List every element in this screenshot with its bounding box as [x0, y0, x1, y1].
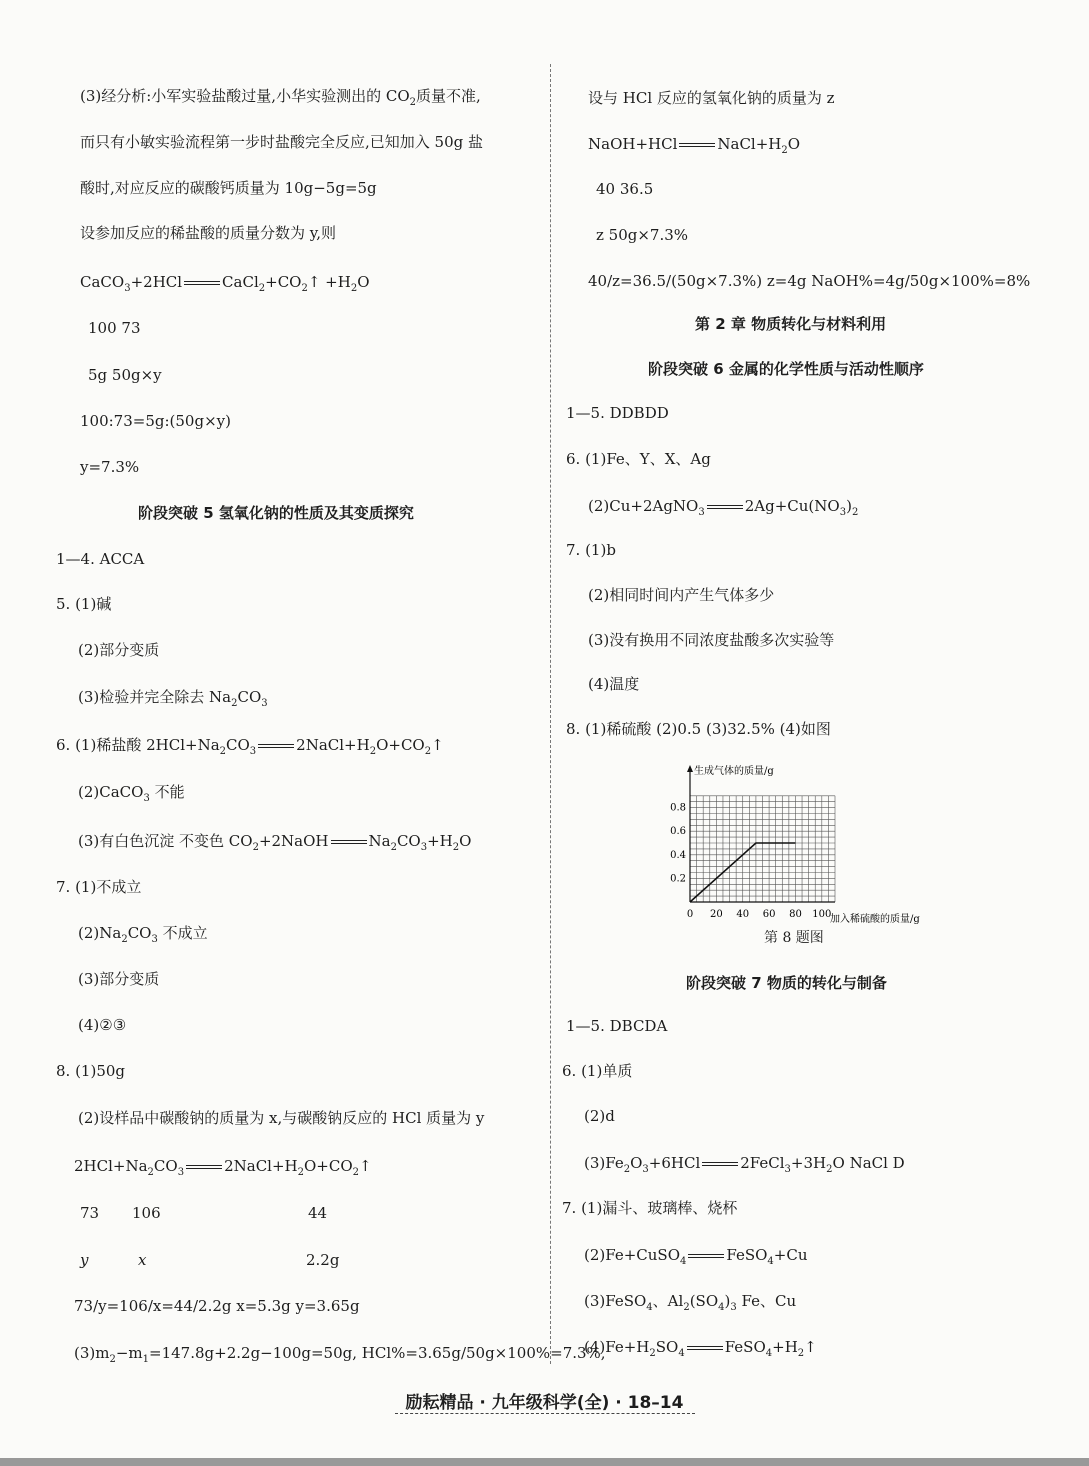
- answer-7-3: (3)部分变质: [78, 970, 160, 988]
- x-tick-label: 0: [686, 909, 694, 920]
- footer-rule: [395, 1413, 695, 1414]
- mass-44: 44: [308, 1204, 328, 1222]
- answer-r7-6-2: (2)d: [584, 1107, 615, 1125]
- var-y: y: [80, 1251, 89, 1269]
- answer-r7-7-3: (3)FeSO$_4$、$Al_2(SO_4)_3$ Fe、Cu: [584, 1292, 797, 1313]
- chart-y-label: 生成气体的质量/g: [694, 766, 774, 777]
- answer-8-4: 73/y=106/x=44/2.2g x=5.3g y=3.65g: [74, 1297, 360, 1315]
- y-tick-label: 0.4: [670, 849, 686, 861]
- x-tick-label: 40: [736, 909, 750, 920]
- equation-caco3: CaCO$_3$+2HCl $CaCl_2+CO_2↑ +H_2O$: [80, 273, 370, 294]
- equation-na2co3: $2HCl+Na_2CO_3$ $2NaCl+H_2O+CO_2↑$: [74, 1157, 372, 1178]
- answer-7-2: $(2)Na_2CO_3$ 不成立: [78, 924, 208, 945]
- page-bottom-bar: [0, 1458, 1089, 1466]
- ratio-row-3: 100:73=5g:(50g×y): [80, 412, 231, 430]
- answer-5-2: (2)部分变质: [78, 641, 160, 659]
- answer-8-1: 8. (1)50g: [56, 1062, 126, 1080]
- mass-73: 73: [80, 1204, 100, 1222]
- answer-8-5: $(3)m_2-m_1=147.8g+2.2g-100g=50g$, HCl%=3.65g/50g×100%=7.3%,: [74, 1344, 606, 1365]
- chart-x-label: 加入稀硫酸的质量/g: [830, 914, 920, 925]
- answer-r-1-5: 1—5. DDBDD: [566, 404, 669, 422]
- chart-grid: [690, 796, 835, 902]
- left-line-3: 酸时,对应反应的碳酸钙质量为 10g−5g=5g: [80, 179, 377, 197]
- answer-6-1: 6. (1)稀盐酸 $2HCl+Na_2CO_3$ $2NaCl+H_2O+CO_2↑$: [56, 736, 444, 757]
- ratio-right-2: z 50g×7.3%: [596, 226, 689, 244]
- var-x: x: [138, 1251, 147, 1269]
- mass-106: 106: [132, 1204, 161, 1222]
- x-tick-label: 80: [789, 909, 802, 920]
- answer-5-1: 5. (1)碱: [56, 595, 112, 613]
- answer-5-3: (3)检验并完全除去 $Na_2CO_3$: [78, 688, 268, 709]
- x-tick-label: 100: [812, 909, 832, 920]
- section-heading-6: 阶段突破 6 金属的化学性质与活动性顺序: [648, 360, 924, 378]
- page-footer: 励耘精品 · 九年级科学(全) · 18–14: [405, 1393, 684, 1413]
- answer-r-6-1: 6. (1)Fe、Y、X、Ag: [566, 450, 711, 468]
- answer-r-7-2: (2)相同时间内产生气体多少: [588, 586, 775, 604]
- x-tick-label: 60: [762, 909, 776, 920]
- answer-7-4: (4)②③: [78, 1016, 127, 1034]
- answer-1-4: 1—4. ACCA: [56, 550, 145, 568]
- answer-r-7-3: (3)没有换用不同浓度盐酸多次实验等: [588, 631, 835, 649]
- left-line-1: (3)经分析:小军实验盐酸过量,小华实验测出的 $CO_2$质量不准,: [80, 87, 481, 108]
- section-heading-7: 阶段突破 7 物质的转化与制备: [686, 974, 887, 992]
- ratio-right-3: 40/z=36.5/(50g×7.3%) z=4g NaOH%=4g/50g×100%=8%: [588, 272, 1031, 290]
- answer-7-1: 7. (1)不成立: [56, 878, 142, 896]
- left-line-2: 而只有小敏实验流程第一步时盐酸完全反应,已知加入 50g 盐: [80, 133, 483, 151]
- answer-6-2: (2)CaCO$_3$ 不能: [78, 783, 185, 804]
- answer-r7-7-1: 7. (1)漏斗、玻璃棒、烧杯: [562, 1199, 738, 1217]
- right-line-1: 设与 HCl 反应的氢氧化钠的质量为 z: [588, 89, 835, 107]
- figure-caption: 第 8 题图: [764, 930, 824, 946]
- gas-mass-chart: [660, 762, 940, 930]
- answer-r-7-1: 7. (1)b: [566, 541, 616, 559]
- answer-8-2: (2)设样品中碳酸钠的质量为 x,与碳酸钠反应的 HCl 质量为 y: [78, 1109, 485, 1127]
- left-line-4: 设参加反应的稀盐酸的质量分数为 y,则: [80, 224, 337, 242]
- section-heading-5: 阶段突破 5 氢氧化钠的性质及其变质探究: [138, 504, 414, 522]
- x-tick-label: 20: [709, 909, 723, 920]
- answer-r7-6-1: 6. (1)单质: [562, 1062, 633, 1080]
- answer-r7-6-3: $(3)Fe_2O_3+6HCl$ $2FeCl_3+3H_2O$ NaCl D: [584, 1154, 905, 1175]
- column-divider: [550, 64, 551, 1364]
- y-tick-label: 0.2: [670, 873, 686, 885]
- equation-naoh: NaOH+HCl $NaCl+H_2O$: [588, 135, 801, 156]
- ratio-right-1: 40 36.5: [596, 180, 654, 198]
- answer-r7-1-5: 1—5. DBCDA: [566, 1017, 668, 1035]
- answer-r-8: 8. (1)稀硫酸 (2)0.5 (3)32.5% (4)如图: [566, 720, 831, 738]
- y-tick-label: 0.6: [670, 826, 686, 838]
- answer-r7-7-4: $(4)Fe+H_2SO_4$ $FeSO_4+H_2↑$: [584, 1338, 817, 1359]
- answer-6-3: (3)有白色沉淀 不变色 $CO_2+2NaOH$ $Na_2CO_3+H_2O$: [78, 832, 472, 853]
- chart-axes: [687, 765, 835, 902]
- ratio-row-1: 100 73: [88, 319, 141, 337]
- y-axis-arrow: [687, 765, 693, 772]
- answer-r-7-4: (4)温度: [588, 675, 640, 693]
- value-2-2g: 2.2g: [306, 1251, 340, 1269]
- ratio-row-2: 5g 50g×y: [88, 366, 162, 384]
- ratio-row-4: y=7.3%: [80, 458, 140, 476]
- answer-r-6-2: (2)Cu+2AgNO$_3$ $2Ag+Cu(NO_3)_2$: [588, 497, 859, 518]
- chapter-2-heading: 第 2 章 物质转化与材料利用: [695, 315, 887, 333]
- y-tick-label: 0.8: [670, 802, 686, 814]
- answer-r7-7-2: (2)Fe+CuSO$_4$ FeSO$_4$+Cu: [584, 1246, 808, 1267]
